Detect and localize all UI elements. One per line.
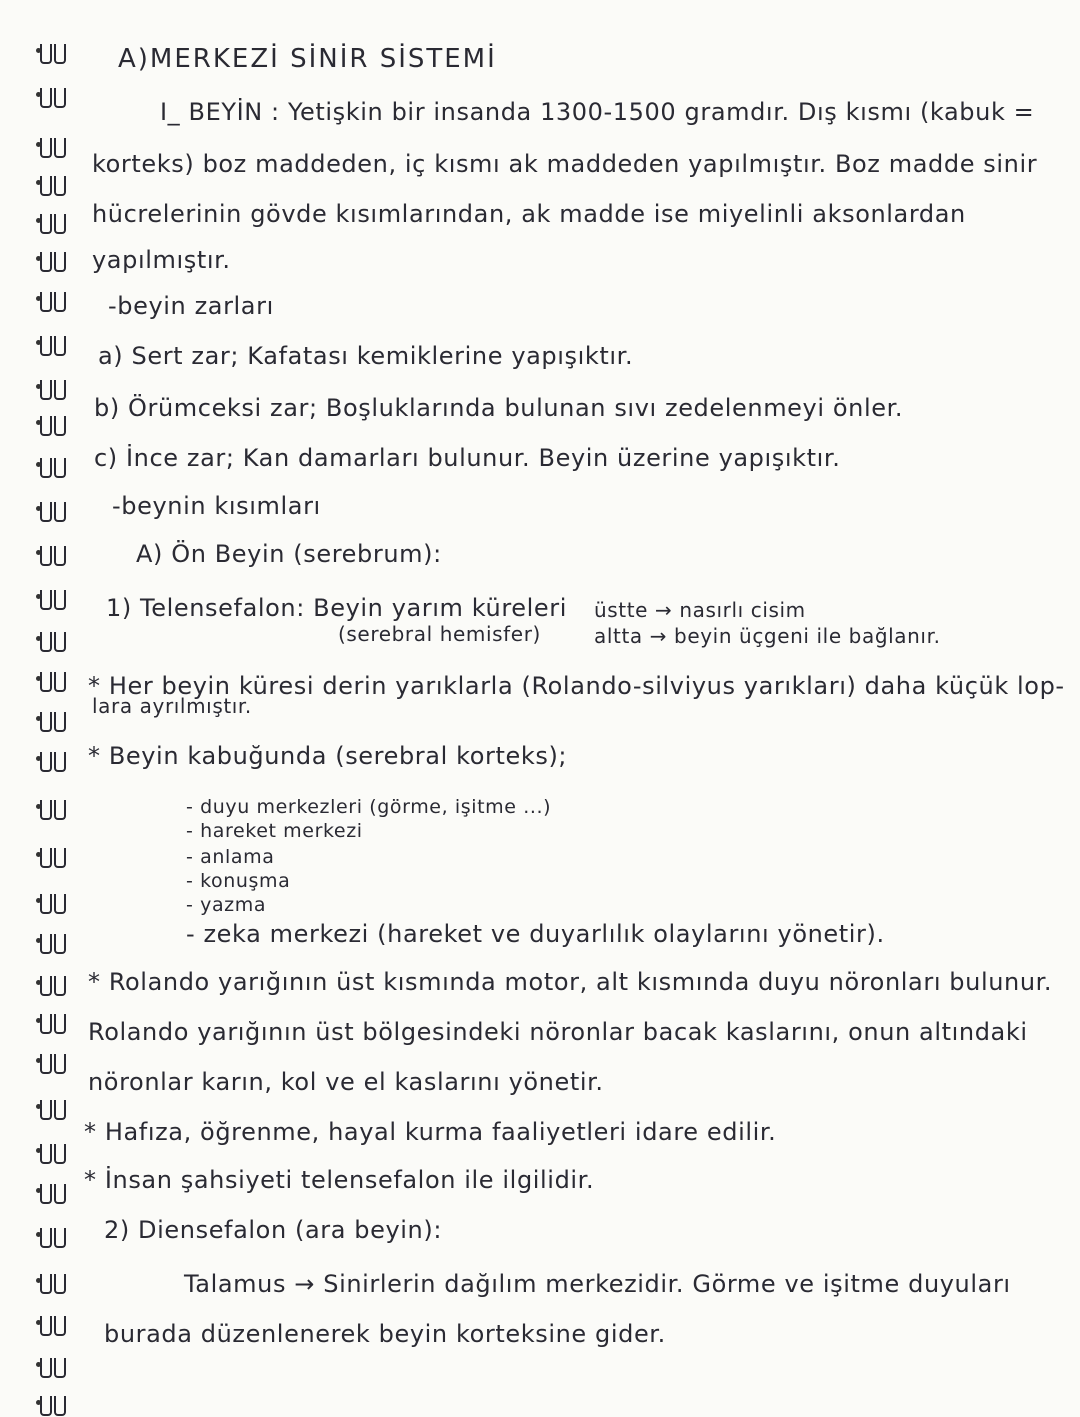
binding-ring <box>36 1184 74 1204</box>
note-line: korteks) boz maddeden, iç kısmı ak maddeden yapılmıştır. Boz madde sinir <box>92 150 1038 178</box>
binding-ring <box>36 934 74 954</box>
binding-ring <box>36 252 74 272</box>
binding-ring <box>36 546 74 566</box>
note-line: * Hafıza, öğrenme, hayal kurma faaliyetleri idare edilir. <box>84 1118 777 1146</box>
note-line: nöronlar karın, kol ve el kaslarını yönetir. <box>88 1068 604 1096</box>
note-line: Rolando yarığının üst bölgesindeki nöronlar bacak kaslarını, onun altındaki <box>88 1018 1028 1046</box>
note-line: burada düzenlenerek beyin korteksine gider. <box>104 1320 666 1348</box>
binding-ring <box>36 1316 74 1336</box>
binding-ring <box>36 1100 74 1120</box>
list-heading: -beynin kısımları <box>112 492 321 520</box>
binding-ring <box>36 176 74 196</box>
binding-ring <box>36 44 74 64</box>
binding-ring <box>36 590 74 610</box>
note-line: 1) Telensefalon: Beyin yarım küreleri <box>106 594 567 622</box>
note-line: Talamus → Sinirlerin dağılım merkezidir. Görme ve işitme duyuları <box>184 1270 1011 1298</box>
binding-ring <box>36 976 74 996</box>
note-line: I_ BEYİN : Yetişkin bir insanda 1300-1500 gramdır. Dış kısmı (kabuk = <box>160 98 1035 126</box>
note-line: * Beyin kabuğunda (serebral korteks); <box>88 742 568 770</box>
binding-ring <box>36 848 74 868</box>
binding-ring <box>36 672 74 692</box>
spiral-binding <box>0 0 86 1417</box>
binding-ring <box>36 1396 74 1416</box>
binding-ring <box>36 336 74 356</box>
note-line: lara ayrılmıştır. <box>92 694 252 718</box>
list-item: - anlama <box>186 846 275 868</box>
note-line: * Her beyin küresi derin yarıklarla (Rolando-silviyus yarıkları) daha küçük lop- <box>88 672 1065 700</box>
binding-ring <box>36 502 74 522</box>
binding-ring <box>36 632 74 652</box>
list-item: - zeka merkezi (hareket ve duyarlılık olaylarını yönetir). <box>186 920 885 948</box>
binding-ring <box>36 1144 74 1164</box>
note-line: hücrelerinin gövde kısımlarından, ak madde ise miyelinli aksonlardan <box>92 200 966 228</box>
list-item: - yazma <box>186 894 267 916</box>
list-item: - duyu merkezleri (görme, işitme ...) <box>186 796 552 818</box>
binding-ring <box>36 712 74 732</box>
note-line: üstte → nasırlı cisim <box>594 598 806 622</box>
binding-ring <box>36 380 74 400</box>
binding-ring <box>36 752 74 772</box>
note-line: altta → beyin üçgeni ile bağlanır. <box>594 624 941 648</box>
note-line: * Rolando yarığının üst kısmında motor, alt kısmında duyu nöronları bulunur. <box>88 968 1053 996</box>
list-item: b) Örümceksi zar; Boşluklarında bulunan sıvı zedelenmeyi önler. <box>94 394 904 422</box>
binding-ring <box>36 894 74 914</box>
list-item: c) İnce zar; Kan damarları bulunur. Beyin üzerine yapışıktır. <box>94 444 841 472</box>
binding-ring <box>36 458 74 478</box>
note-line: yapılmıştır. <box>92 246 231 274</box>
section-heading: A) Ön Beyin (serebrum): <box>136 540 442 568</box>
binding-ring <box>36 1274 74 1294</box>
binding-ring <box>36 416 74 436</box>
note-line: (serebral hemisfer) <box>338 622 541 646</box>
binding-ring <box>36 138 74 158</box>
list-item: - konuşma <box>186 870 291 892</box>
binding-ring <box>36 800 74 820</box>
binding-ring <box>36 1358 74 1378</box>
binding-ring <box>36 1228 74 1248</box>
list-item: a) Sert zar; Kafatası kemiklerine yapışıktır. <box>98 342 634 370</box>
binding-ring <box>36 292 74 312</box>
list-item: - hareket merkezi <box>186 820 363 842</box>
list-heading: -beyin zarları <box>108 292 274 320</box>
page-title: A)MERKEZİ SİNİR SİSTEMİ <box>118 44 497 74</box>
binding-ring <box>36 88 74 108</box>
binding-ring <box>36 1014 74 1034</box>
section-heading: 2) Diensefalon (ara beyin): <box>104 1216 443 1244</box>
note-line: * İnsan şahsiyeti telensefalon ile ilgilidir. <box>84 1166 595 1194</box>
binding-ring <box>36 1054 74 1074</box>
binding-ring <box>36 214 74 234</box>
